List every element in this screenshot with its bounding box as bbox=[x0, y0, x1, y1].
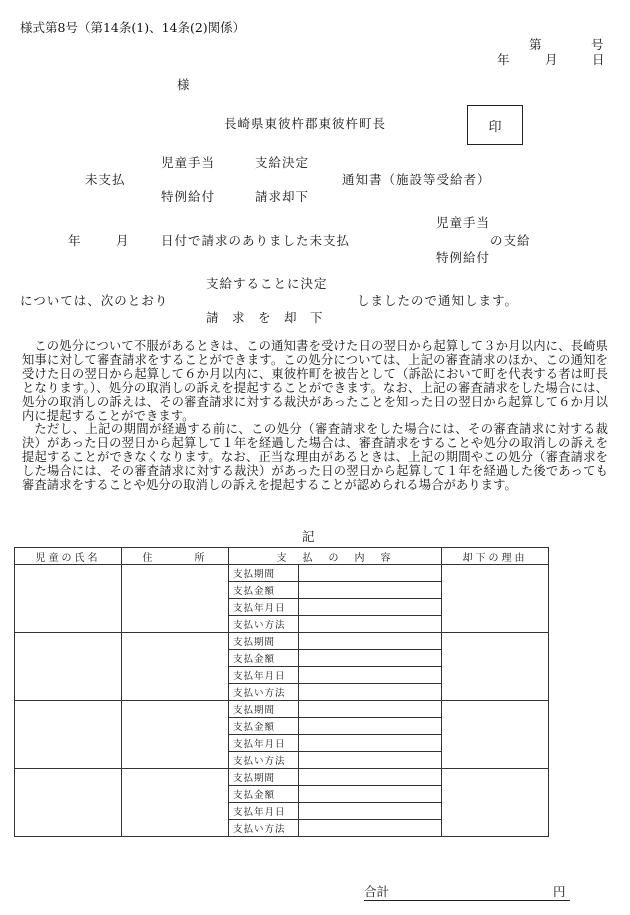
issuer-name: 長崎県東彼杵郡東彼杵町長 bbox=[224, 116, 387, 131]
value-cell[interactable] bbox=[299, 599, 442, 616]
request-special-benefit: 特例給付 bbox=[436, 250, 491, 265]
appeal-paragraph: この処分について不服があるときは、この通知書を受けた日の翌日から起算して３か月以内に、長崎県知事に対して審査請求をすることができます。この処分については、上記の審査請求のほか、この通知を受けた日の翌日から起算して６か月以内に、東彼杵町を被告として（訴訟において町を代表する者は町長となります。）、処分の取消しの訴えを提起することができます。なお、上記の審査請求をした場合には、処分の取消しの訴えは、その審査請求に対する裁決があったことを知った日の翌日から起算して６か月以内に提起することができます。 bbox=[22, 339, 608, 423]
document-number-prefix: 第 bbox=[529, 37, 542, 52]
rejection-reason-cell[interactable] bbox=[442, 701, 549, 769]
sub-label: 支払金額 bbox=[229, 582, 299, 599]
header-child-name: 児童の氏名 bbox=[15, 548, 122, 565]
sub-label: 支払い方法 bbox=[229, 752, 299, 769]
value-cell[interactable] bbox=[299, 633, 442, 650]
decision-rejected: 請 求 を 却 下 bbox=[206, 310, 324, 325]
sub-label: 支払年月日 bbox=[229, 735, 299, 752]
table-row bbox=[15, 701, 549, 718]
decision-prefix: については、次のとおり bbox=[20, 293, 169, 308]
header-address: 住 所 bbox=[122, 548, 229, 565]
value-cell[interactable] bbox=[299, 786, 442, 803]
request-of-payment: の支給 bbox=[490, 233, 531, 248]
sub-label: 支払金額 bbox=[229, 718, 299, 735]
value-cell[interactable] bbox=[299, 616, 442, 633]
decision-suffix: しましたので通知します。 bbox=[357, 293, 519, 308]
value-cell[interactable] bbox=[299, 650, 442, 667]
rejection-reason-cell[interactable] bbox=[442, 565, 549, 633]
sub-label: 支払期間 bbox=[229, 633, 299, 650]
payment-table bbox=[14, 547, 549, 837]
date-month: 月 bbox=[545, 52, 558, 67]
sub-label: 支払金額 bbox=[229, 786, 299, 803]
sub-label: 支払年月日 bbox=[229, 667, 299, 684]
header-payment-content: 支 払 の 内 容 bbox=[229, 548, 442, 565]
seal-box bbox=[467, 105, 523, 145]
decision-decided: 支給することに決定 bbox=[206, 276, 328, 291]
address-cell[interactable] bbox=[122, 633, 229, 701]
value-cell[interactable] bbox=[299, 803, 442, 820]
title-request-rejected: 請求却下 bbox=[255, 189, 310, 204]
sub-label: 支払い方法 bbox=[229, 684, 299, 701]
child-name-cell[interactable] bbox=[15, 701, 122, 769]
sub-label: 支払期間 bbox=[229, 701, 299, 718]
value-cell[interactable] bbox=[299, 820, 442, 837]
appeal-paragraph: ただし、上記の期間が経過する前に、この処分（審査請求をした場合には、その審査請求に対する裁決）があった日の翌日から起算して１年を経過した場合は、審査請求をすることや処分の取消しの訴えを提起することができなくなります。なお、正当な理由があるときは、上記の期間やこの処分（審査請求をした場合には、その審査請求に対する裁決）があった日の翌日から起算して１年を経過した後であっても審査請求をすることや処分の取消しの訴えを提起することが認められる場合があります。 bbox=[22, 422, 608, 493]
value-cell[interactable] bbox=[299, 752, 442, 769]
value-cell[interactable] bbox=[299, 582, 442, 599]
request-text: 日付で請求のありました未支払 bbox=[161, 233, 351, 248]
value-cell[interactable] bbox=[299, 718, 442, 735]
addressee-suffix: 様 bbox=[177, 77, 190, 92]
request-month: 月 bbox=[116, 233, 129, 248]
rejection-reason-cell[interactable] bbox=[442, 633, 549, 701]
title-notice: 通知書（施設等受給者） bbox=[342, 172, 491, 187]
sub-label: 支払年月日 bbox=[229, 803, 299, 820]
sub-label: 支払い方法 bbox=[229, 820, 299, 837]
sub-label: 支払年月日 bbox=[229, 599, 299, 616]
rejection-reason-cell[interactable] bbox=[442, 769, 549, 837]
address-cell[interactable] bbox=[122, 701, 229, 769]
table-row bbox=[15, 633, 549, 650]
total-unit: 円 bbox=[553, 884, 566, 899]
value-cell[interactable] bbox=[299, 735, 442, 752]
value-cell[interactable] bbox=[299, 565, 442, 582]
value-cell[interactable] bbox=[299, 701, 442, 718]
appeal-notice bbox=[22, 340, 608, 493]
title-payment-decision: 支給決定 bbox=[255, 155, 310, 170]
total-field[interactable] bbox=[364, 886, 570, 901]
value-cell[interactable] bbox=[299, 684, 442, 701]
total-label: 合計 bbox=[364, 884, 390, 899]
value-cell[interactable] bbox=[299, 769, 442, 786]
table-header-row bbox=[15, 548, 549, 565]
table-row bbox=[15, 565, 549, 582]
header-rejection-reason: 却下の理由 bbox=[442, 548, 549, 565]
date-day: 日 bbox=[592, 52, 605, 67]
ki-mark: 記 bbox=[302, 529, 315, 544]
address-cell[interactable] bbox=[122, 565, 229, 633]
title-special-benefit: 特例給付 bbox=[161, 189, 216, 204]
child-name-cell[interactable] bbox=[15, 769, 122, 837]
date-year: 年 bbox=[497, 52, 510, 67]
sub-label: 支払期間 bbox=[229, 565, 299, 582]
sub-label: 支払い方法 bbox=[229, 616, 299, 633]
title-unpaid: 未支払 bbox=[85, 172, 126, 187]
child-name-cell[interactable] bbox=[15, 633, 122, 701]
table-row bbox=[15, 769, 549, 786]
value-cell[interactable] bbox=[299, 667, 442, 684]
address-cell[interactable] bbox=[122, 769, 229, 837]
document-number-suffix: 号 bbox=[591, 37, 604, 52]
child-name-cell[interactable] bbox=[15, 565, 122, 633]
form-number: 様式第8号（第14条(1)、14条(2)関係） bbox=[20, 20, 246, 35]
sub-label: 支払金額 bbox=[229, 650, 299, 667]
seal-mark: 印 bbox=[488, 119, 502, 135]
request-year: 年 bbox=[68, 233, 81, 248]
title-child-allowance: 児童手当 bbox=[161, 155, 216, 170]
sub-label: 支払期間 bbox=[229, 769, 299, 786]
request-child-allowance: 児童手当 bbox=[436, 215, 491, 230]
